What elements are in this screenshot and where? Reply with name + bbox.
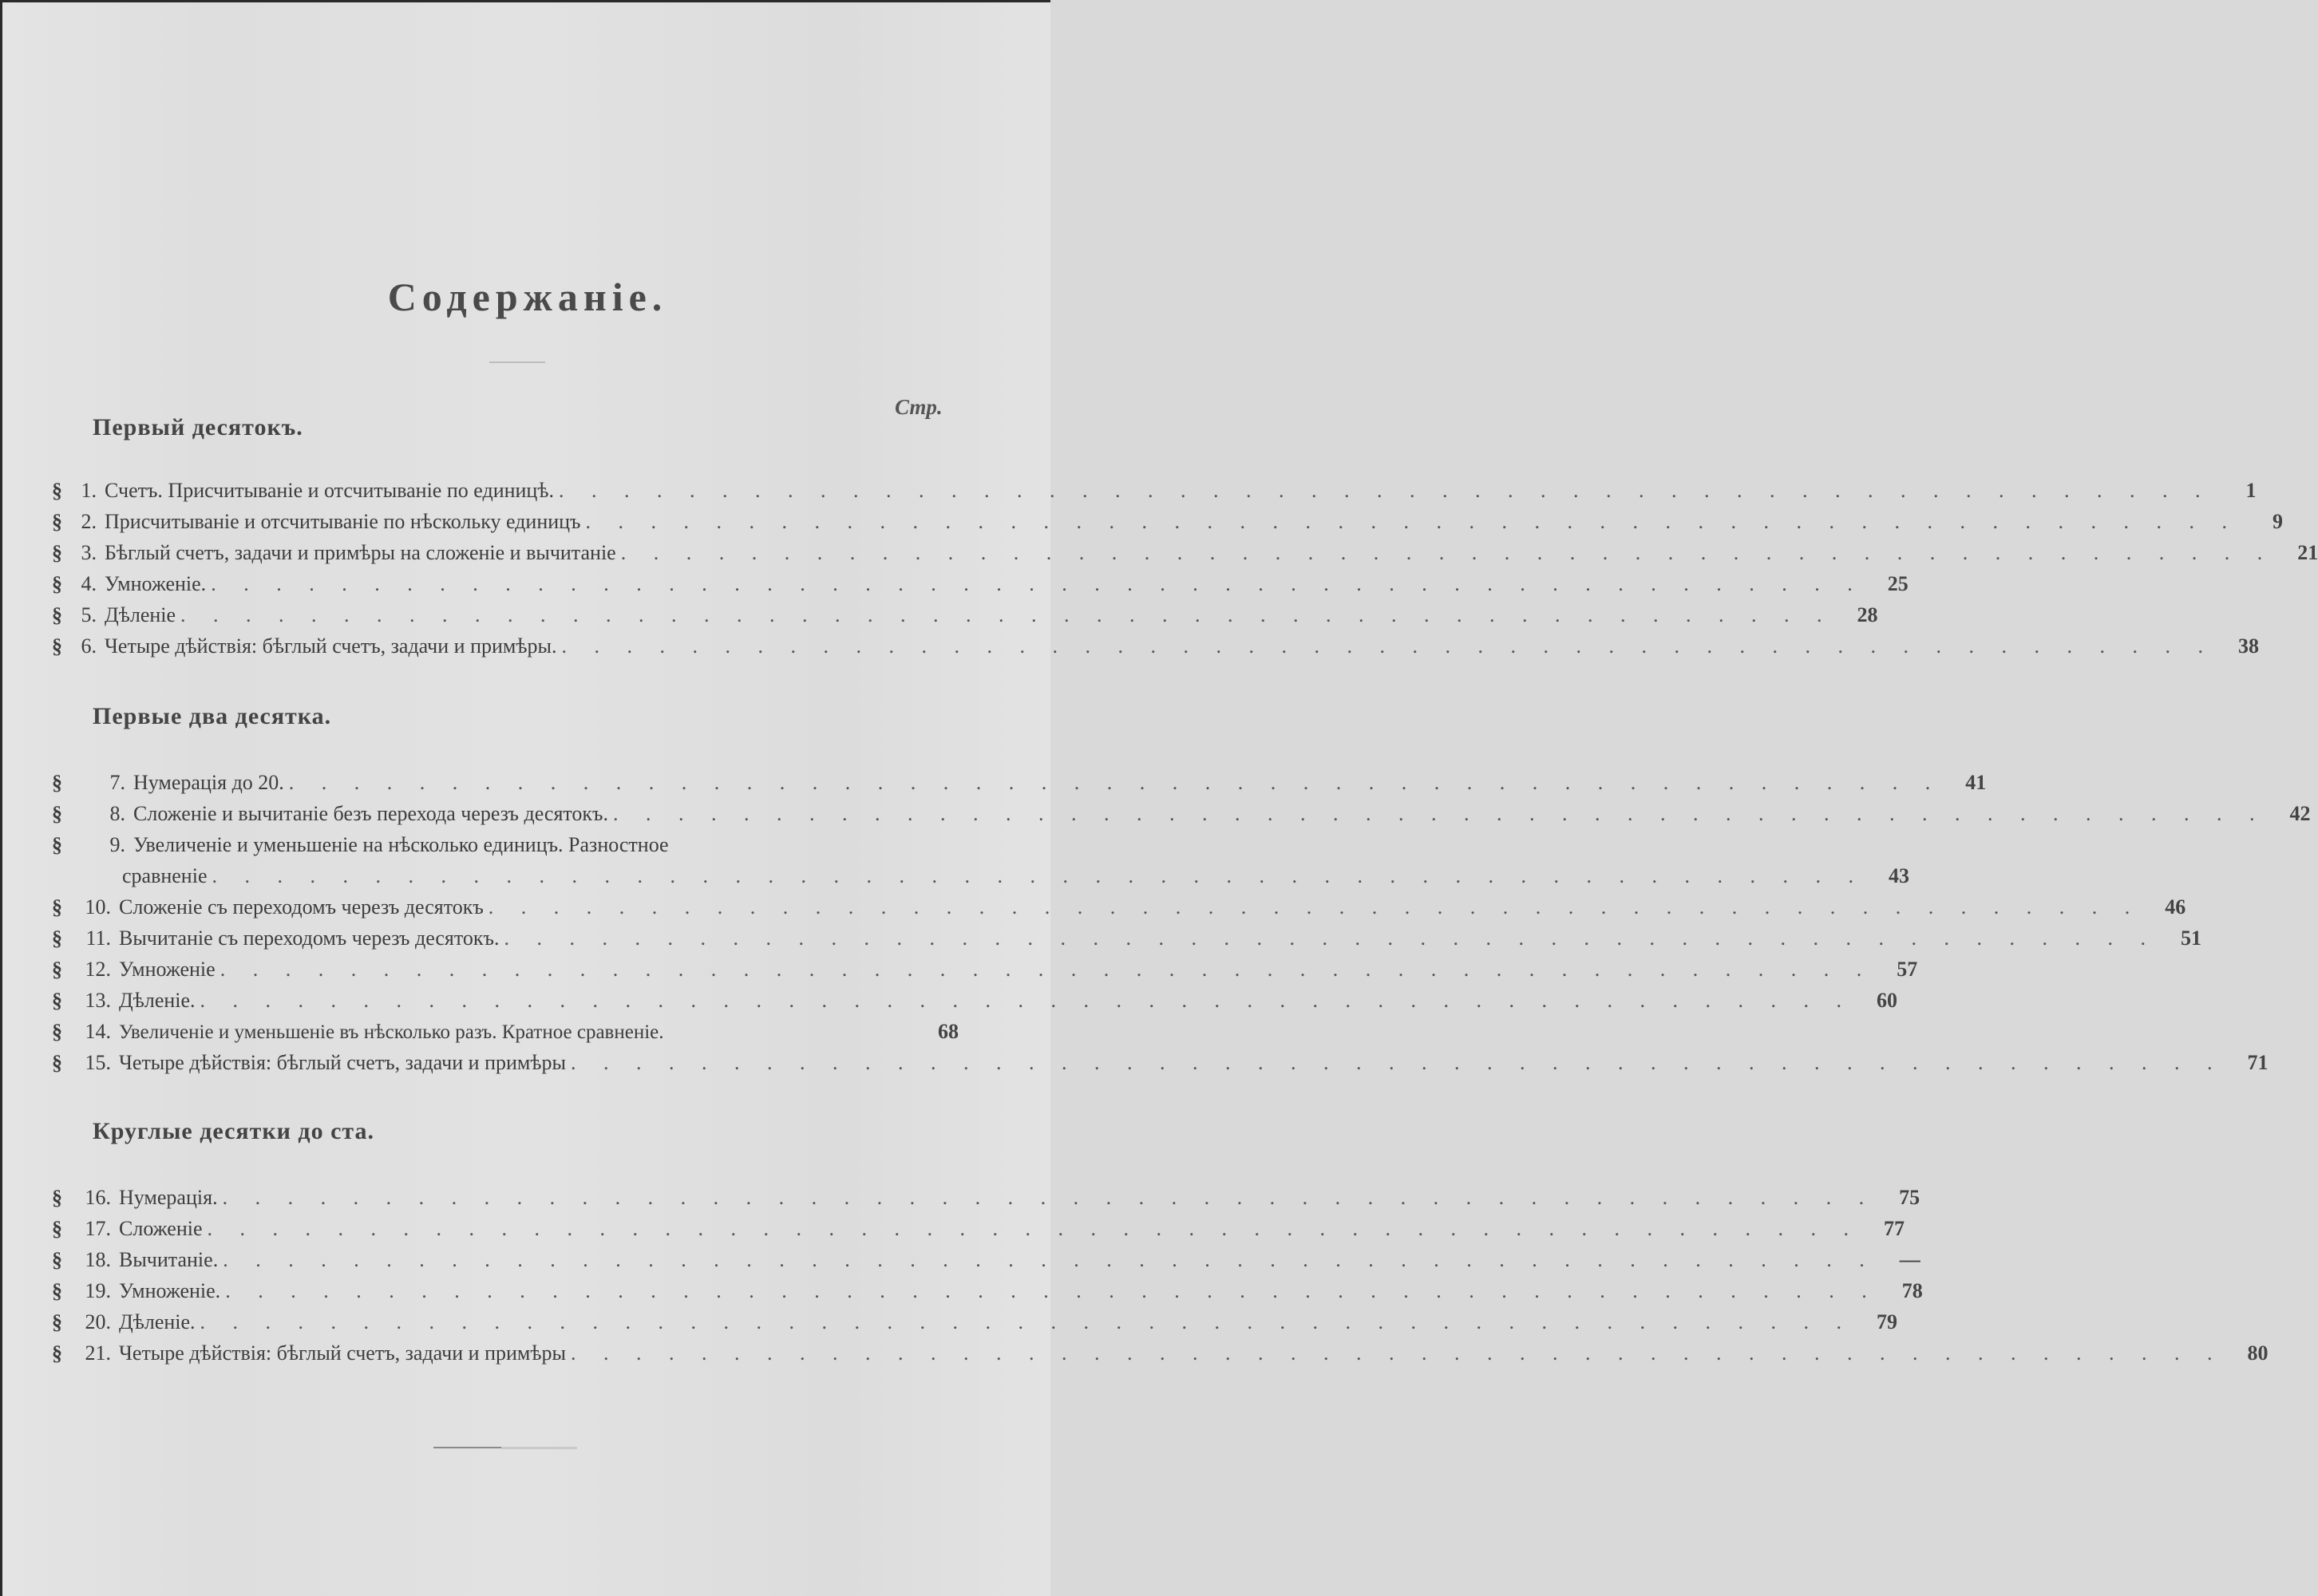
toc-entry[interactable] bbox=[52, 798, 2311, 830]
entry-page: 28 bbox=[1857, 603, 1878, 626]
entry-title: Дѣленіе. bbox=[119, 989, 196, 1012]
entry-number: 20. bbox=[85, 1310, 111, 1333]
entry-number: 9. bbox=[109, 833, 125, 856]
dot-leader: . . . . . . . . . . . . . . . . . . . . . . . . . . . . . . . . . . . . . . . . . . . . . . . . . . . bbox=[570, 1051, 2224, 1074]
entry-number: 13. bbox=[85, 989, 111, 1012]
entry-title: Сложеніе bbox=[119, 1217, 203, 1240]
entry-number: 19. bbox=[85, 1279, 111, 1302]
section-mark: § bbox=[52, 1217, 62, 1240]
entry-title: Дѣленіе. bbox=[119, 1310, 196, 1333]
entry-title: Счетъ. Присчитываніе и отсчитываніе по единицѣ. bbox=[105, 479, 554, 502]
entry-title: Четыре дѣйствія: бѣглый счетъ, задачи и примѣры bbox=[119, 1051, 566, 1074]
section-mark: § bbox=[52, 634, 62, 658]
entry-page: 43 bbox=[1889, 864, 1909, 887]
entry-number: 18. bbox=[85, 1248, 111, 1271]
entry-number: 14. bbox=[85, 1020, 111, 1043]
entry-page: 9 bbox=[2273, 510, 2284, 533]
entry-page: 79 bbox=[1877, 1310, 1898, 1333]
section-mark: § bbox=[52, 1186, 62, 1209]
entry-page: 80 bbox=[2247, 1341, 2269, 1365]
toc-entry-continuation[interactable] bbox=[122, 860, 1909, 892]
entry-number: 3. bbox=[81, 541, 97, 564]
dot-leader: . . . . . . . . . . . . . . . . . . . . . . . . . . . . . . . . . . . . . . . . . . . . . . . . . . . bbox=[225, 1279, 1878, 1302]
entry-number: 5. bbox=[81, 603, 97, 626]
section-mark: § bbox=[52, 510, 62, 533]
entry-title: Сложеніе и вычитаніе безъ перехода черезъ десятокъ. bbox=[133, 802, 609, 825]
section-mark: § bbox=[52, 895, 62, 918]
entry-title: Нумерація. bbox=[119, 1186, 218, 1209]
toc-entry[interactable] bbox=[52, 506, 2284, 538]
end-divider bbox=[433, 1447, 501, 1448]
entry-title: Четыре дѣйствія: бѣглый счетъ, задачи и примѣры bbox=[119, 1341, 566, 1365]
section-mark: § bbox=[52, 1310, 62, 1333]
toc-entry[interactable] bbox=[52, 1306, 1898, 1338]
entry-page: 77 bbox=[1884, 1217, 1905, 1240]
entry-page: 42 bbox=[2289, 802, 2311, 825]
entry-title: сравненіе bbox=[122, 864, 208, 887]
section-mark: § bbox=[52, 603, 62, 626]
dot-leader: . . . . . . . . . . . . . . . . . . . . . . . . . . . . . . . . . . . . . . . . . . . . . . . . . . . bbox=[288, 771, 1942, 794]
toc-entry[interactable] bbox=[52, 1337, 2269, 1369]
section-mark: § bbox=[52, 958, 62, 981]
toc-entry[interactable] bbox=[52, 1182, 1920, 1214]
toc-entry[interactable] bbox=[52, 630, 2259, 662]
toc-entry[interactable] bbox=[52, 1016, 959, 1048]
toc-entry[interactable] bbox=[52, 891, 2186, 923]
entry-number: 15. bbox=[85, 1051, 111, 1074]
toc-entry[interactable] bbox=[52, 829, 959, 861]
toc-entry[interactable] bbox=[52, 1244, 1920, 1276]
entry-number: 12. bbox=[85, 958, 111, 981]
section-mark: § bbox=[52, 1051, 62, 1074]
section-mark: § bbox=[52, 541, 62, 564]
entry-page: 78 bbox=[1901, 1279, 1923, 1302]
dot-leader: . . . . . . . . . . . . . . . . . . . . . . . . . . . . . . . . . . . . . . . . . . . . . . . . . . . bbox=[220, 958, 1873, 981]
entry-title: Умноженіе. bbox=[119, 1279, 221, 1302]
section-mark: § bbox=[52, 572, 62, 595]
dot-leader: . . . . . . . . . . . . . . . . . . . . . . . . . . . . . . . . . . . . . . . . . . . . . . . . . . . bbox=[620, 541, 2274, 564]
entry-title: Дѣленіе bbox=[105, 603, 176, 626]
section-heading: Первые два десятка. bbox=[93, 703, 332, 729]
entry-page: 51 bbox=[2180, 926, 2201, 950]
end-divider-fade bbox=[501, 1447, 577, 1449]
toc-entry[interactable] bbox=[52, 1047, 2269, 1079]
entry-page: 41 bbox=[1965, 771, 1987, 794]
entry-page: 75 bbox=[1899, 1186, 1920, 1209]
entry-number: 2. bbox=[81, 510, 97, 533]
dot-leader: . . . . . . . . . . . . . . . . . . . . . . . . . . . . . . . . . . . . . . . . . . . . . . . . . . . bbox=[222, 1186, 1876, 1209]
title-divider bbox=[489, 361, 545, 363]
toc-entry[interactable] bbox=[52, 922, 2201, 954]
toc-entry[interactable] bbox=[52, 568, 1909, 600]
toc-entry[interactable] bbox=[52, 475, 2257, 507]
section-mark: § bbox=[52, 926, 62, 950]
toc-entry[interactable] bbox=[52, 599, 1878, 631]
dot-leader: . . . . . . . . . . . . . . . . . . . . . . . . . . . . . . . . . . . . . . . . . . . . . . . . . . . bbox=[200, 989, 1853, 1012]
entry-number: 17. bbox=[85, 1217, 111, 1240]
entry-number: 21. bbox=[85, 1341, 111, 1365]
dot-leader: . . . . . . . . . . . . . . . . . . . . . . . . . . . . . . . . . . . . . . . . . . . . . . . . . . . bbox=[200, 1310, 1853, 1333]
entry-number: 10. bbox=[85, 895, 111, 918]
entry-title: Увеличеніе и уменьшеніе на нѣсколько единицъ. Разностное bbox=[133, 833, 669, 856]
entry-page: 68 bbox=[938, 1020, 959, 1043]
entry-title: Вычитаніе съ переходомъ черезъ десятокъ. bbox=[119, 926, 500, 950]
section-mark: § bbox=[52, 1020, 62, 1043]
entry-page: — bbox=[1899, 1248, 1920, 1271]
section-heading: Первый десятокъ. bbox=[93, 414, 303, 440]
entry-title: Четыре дѣйствія: бѣглый счетъ, задачи и примѣры. bbox=[105, 634, 557, 658]
section-mark: § bbox=[52, 833, 62, 856]
section-mark: § bbox=[52, 771, 62, 794]
entry-page: 1 bbox=[2245, 479, 2257, 502]
entry-page: 71 bbox=[2247, 1051, 2269, 1074]
toc-entry[interactable] bbox=[52, 985, 1898, 1017]
entry-page: 60 bbox=[1877, 989, 1898, 1012]
entry-number: 4. bbox=[81, 572, 97, 595]
section-mark: § bbox=[52, 1279, 62, 1302]
dot-leader: . . . . . . . . . . . . . . . . . . . . . . . . . . . . . . . . . . . . . . . . . . . . . . . . . . . bbox=[585, 510, 2239, 533]
entry-title: Бѣглый счетъ, задачи и примѣры на сложеніе и вычитаніе bbox=[105, 541, 616, 564]
dot-leader: . . . . . . . . . . . . . . . . . . . . . . . . . . . . . . . . . . . . . . . . . . . . . . . . . . . bbox=[613, 802, 2266, 825]
entry-number: 7. bbox=[109, 771, 125, 794]
page-title: Содержаніе. bbox=[387, 275, 668, 319]
section-mark: § bbox=[52, 479, 62, 502]
entry-page: 57 bbox=[1897, 958, 1918, 981]
entry-number: 6. bbox=[81, 634, 97, 658]
dot-leader: . . . . . . . . . . . . . . . . . . . . . . . . . . . . . . . . . . . . . . . . . . . . . . . . . . . bbox=[223, 1248, 1876, 1271]
dot-leader: . . . . . . . . . . . . . . . . . . . . . . . . . . . . . . . . . . . . . . . . . . . . . . . . . . . bbox=[180, 603, 1833, 626]
toc-entry[interactable] bbox=[52, 767, 1987, 799]
dot-leader: . . . . . . . . . . . . . . . . . . . . . . . . . . . . . . . . . . . . . . . . . . . . . . . . . . . bbox=[558, 479, 2212, 502]
entry-title: Увеличеніе и уменьшеніе въ нѣсколько разъ. Кратное сравненіе. bbox=[119, 1021, 664, 1043]
entry-title: Умноженіе. bbox=[105, 572, 207, 595]
entry-title: Вычитаніе. bbox=[119, 1248, 219, 1271]
dot-leader: . . . . . . . . . . . . . . . . . . . . . . . . . . . . . . . . . . . . . . . . . . . . . . . . . . . bbox=[488, 895, 2142, 918]
dot-leader: . . . . . . . . . . . . . . . . . . . . . . . . . . . . . . . . . . . . . . . . . . . . . . . . . . . bbox=[504, 926, 2157, 950]
entry-page: 21 bbox=[2297, 541, 2318, 564]
entry-number: 16. bbox=[85, 1186, 111, 1209]
entry-title: Сложеніе съ переходомъ черезъ десятокъ bbox=[119, 895, 484, 918]
section-mark: § bbox=[52, 1248, 62, 1271]
entry-title: Умноженіе bbox=[119, 958, 216, 981]
entry-number: 1. bbox=[81, 479, 97, 502]
dot-leader: . . . . . . . . . . . . . . . . . . . . . . . . . . . . . . . . . . . . . . . . . . . . . . . . . . . bbox=[211, 572, 1864, 595]
toc-entry[interactable] bbox=[52, 954, 1918, 986]
toc-entry[interactable] bbox=[52, 1275, 1923, 1307]
section-mark: § bbox=[52, 1341, 62, 1365]
toc-entry[interactable] bbox=[52, 537, 2318, 569]
dot-leader: . . . . . . . . . . . . . . . . . . . . . . . . . . . . . . . . . . . . . . . . . . . . . . . . . . . bbox=[570, 1341, 2224, 1365]
section-mark: § bbox=[52, 989, 62, 1012]
dot-leader: . . . . . . . . . . . . . . . . . . . . . . . . . . . . . . . . . . . . . . . . . . . . . . . . . . . bbox=[561, 634, 2214, 658]
dot-leader: . . . . . . . . . . . . . . . . . . . . . . . . . . . . . . . . . . . . . . . . . . . . . . . . . . . bbox=[207, 1217, 1861, 1240]
section-mark: § bbox=[52, 802, 62, 825]
toc-entry[interactable] bbox=[52, 1213, 1905, 1245]
entry-title: Нумерація до 20. bbox=[133, 771, 284, 794]
entry-page: 46 bbox=[2165, 895, 2186, 918]
dot-leader: . . . . . . . . . . . . . . . . . . . . . . . . . . . . . . . . . . . . . . . . . . . . . . . . . . . bbox=[212, 864, 1865, 887]
entry-number: 11. bbox=[85, 926, 111, 950]
page-column-label: Стр. bbox=[895, 395, 943, 419]
entry-page: 25 bbox=[1887, 572, 1909, 595]
entry-title: Присчитываніе и отсчитываніе по нѣскольку единицъ bbox=[105, 510, 581, 533]
section-heading: Круглые десятки до ста. bbox=[93, 1118, 375, 1144]
entry-number: 8. bbox=[109, 802, 125, 825]
entry-page: 38 bbox=[2237, 634, 2259, 658]
